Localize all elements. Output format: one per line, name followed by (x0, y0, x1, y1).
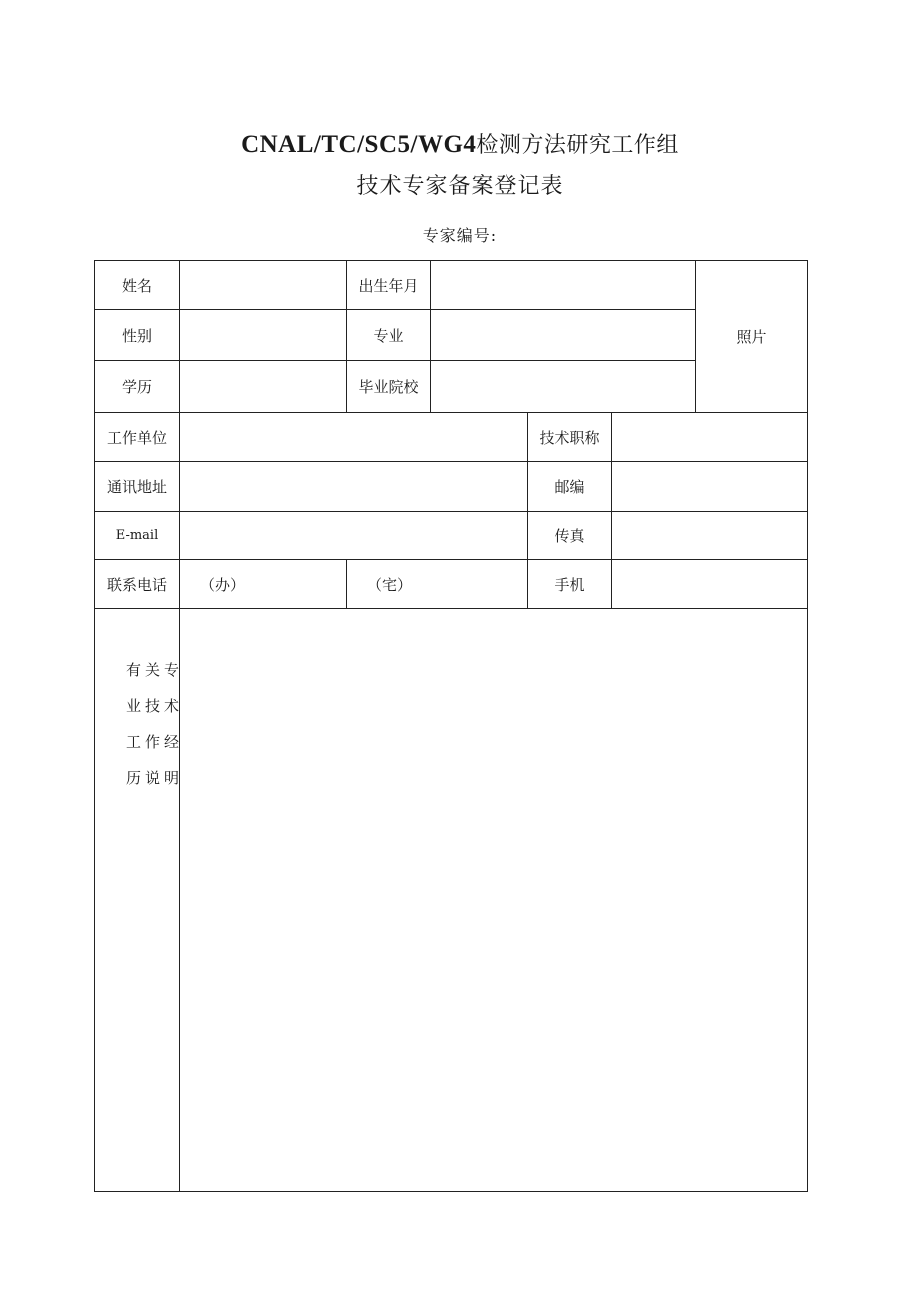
expert-number-label: 专家编号: (422, 226, 498, 245)
experience-label-line: 有关专 (125, 661, 183, 679)
postcode-field[interactable] (612, 462, 808, 512)
gender-field[interactable] (180, 310, 347, 361)
name-field[interactable] (180, 261, 347, 310)
workplace-field[interactable] (180, 413, 528, 462)
registration-table (94, 260, 808, 1192)
row-email (95, 512, 808, 560)
title-group-name: 检测方法研究工作组 (476, 133, 679, 158)
email-field[interactable] (180, 512, 528, 560)
phone-label: 联系电话 (95, 560, 180, 609)
row-address (95, 462, 808, 512)
email-label: E-mail (95, 512, 180, 560)
row-experience (95, 609, 808, 1192)
postcode-label: 邮编 (528, 462, 612, 512)
experience-field[interactable] (180, 609, 808, 1192)
home-phone-field[interactable]: （宅） (347, 560, 528, 609)
form-subtitle: 技术专家备案登记表 (356, 174, 564, 199)
row-phone (95, 560, 808, 609)
row-name (95, 261, 808, 310)
experience-label-line: 工作经 (125, 733, 183, 751)
mobile-label: 手机 (528, 560, 612, 609)
address-field[interactable] (180, 462, 528, 512)
workplace-label: 工作单位 (95, 413, 180, 462)
gender-label: 性别 (95, 310, 180, 361)
office-phone-field[interactable]: （办） (180, 560, 347, 609)
name-label: 姓名 (95, 261, 180, 310)
major-label: 专业 (347, 310, 431, 361)
birth-field[interactable] (431, 261, 696, 310)
title-code: CNAL/TC/SC5/WG4 (241, 131, 477, 158)
birth-label: 出生年月 (347, 261, 431, 310)
fax-label: 传真 (528, 512, 612, 560)
mobile-field[interactable] (612, 560, 808, 609)
major-field[interactable] (431, 310, 696, 361)
school-field[interactable] (431, 361, 696, 413)
title-rank-label: 技术职称 (528, 413, 612, 462)
fax-field[interactable] (612, 512, 808, 560)
row-workplace (95, 413, 808, 462)
education-label: 学历 (95, 361, 180, 413)
address-label: 通讯地址 (95, 462, 180, 512)
title-rank-field[interactable] (612, 413, 808, 462)
experience-label-line: 历说明 (125, 769, 183, 787)
education-field[interactable] (180, 361, 347, 413)
experience-label (95, 609, 183, 1192)
school-label: 毕业院校 (347, 361, 431, 413)
form-title (0, 126, 920, 164)
experience-label-line: 业技术 (125, 697, 183, 715)
photo-cell[interactable]: 照片 (696, 261, 808, 413)
